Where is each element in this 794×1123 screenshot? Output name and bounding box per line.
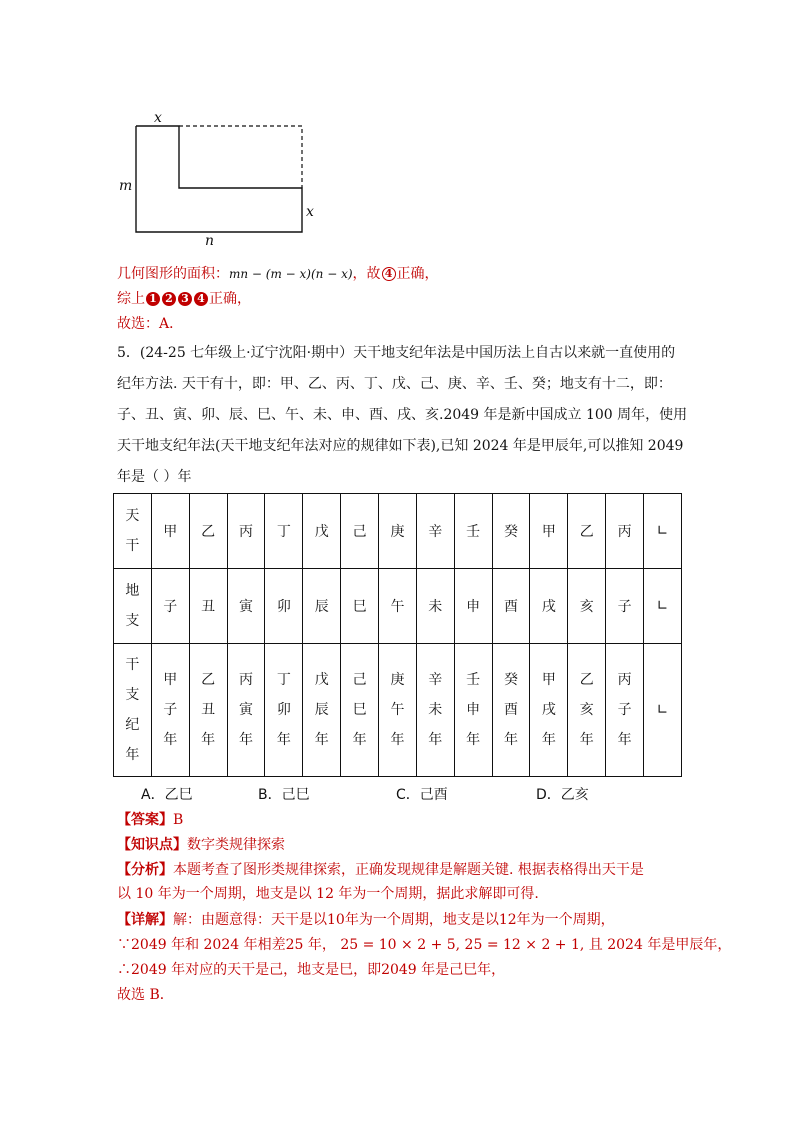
analysis-text-1: 本题考查了图形类规律探索，正确发现规律是解题关键. 根据表格得出天干是 [173, 862, 644, 878]
summary-line [117, 289, 251, 309]
choice-line: 故选：A． [117, 316, 184, 332]
answer-line [117, 810, 183, 830]
table-cell: 庚 [379, 494, 417, 569]
summary-suffix: 正确， [209, 291, 251, 307]
area-line-mid: ，故 [352, 266, 381, 282]
table-cell: 戌 [530, 569, 568, 644]
area-formula: mn − (m − x)(n − x) [229, 267, 353, 281]
answer-tag: 【答案】 [117, 812, 173, 828]
table-cell: 丙 [606, 494, 644, 569]
question-line-4: 天干地支纪年法(天干地支纪年法对应的规律如下表),已知 2024 年是甲辰年,可以推知 2049 [117, 438, 684, 454]
table-cell: ∟ [644, 569, 682, 644]
table-cell: 巳 [341, 569, 379, 644]
table-cell: 壬 [454, 494, 492, 569]
label-m: m [119, 178, 133, 194]
l-shape-outline [136, 126, 302, 232]
label-x-top: x [154, 110, 162, 126]
table-cell: 癸酉年 [492, 644, 530, 777]
option-a[interactable]: A．乙巳 [141, 787, 193, 803]
knowledge-line [117, 835, 285, 855]
table-cell: 癸 [492, 494, 530, 569]
table-cell: 乙亥年 [568, 644, 606, 777]
option-c[interactable]: C．己酉 [396, 787, 448, 803]
table-cell: 丑 [189, 569, 227, 644]
answer-value: B [173, 812, 184, 828]
option-d[interactable]: D．乙亥 [536, 787, 589, 803]
table-cell: 甲戌年 [530, 644, 568, 777]
question-line-5: 年是（ ）年 [117, 469, 192, 485]
table-cell: 甲 [530, 494, 568, 569]
knowledge-value: 数字类规律探索 [187, 837, 285, 853]
table-cell: 辰 [303, 569, 341, 644]
table-cell: 子 [606, 569, 644, 644]
label-x-right: x [306, 204, 314, 220]
l-shape-figure [110, 108, 330, 250]
analysis-line-1 [117, 860, 644, 880]
detail-line-2: ∵2049 年和 2024 年相差25 年， 25 = 10 × 2 + 5, 25 = 12 × 2 + 1, 且 2024 年是甲辰年， [117, 937, 732, 953]
circled-number-2: 2 [162, 292, 176, 306]
table-cell: ∟ [644, 644, 682, 777]
analysis-tag: 【分析】 [117, 862, 173, 878]
table-cell: 己巳年 [341, 644, 379, 777]
label-n: n [205, 233, 215, 249]
row-label-dizhi: 地支 [114, 569, 152, 644]
table-cell: 亥 [568, 569, 606, 644]
table-cell: 子 [151, 569, 189, 644]
question-line-1: 5．(24-25 七年级上·辽宁沈阳·期中）天干地支纪年法是中国历法上自古以来就一直使用的 [117, 345, 676, 361]
ganzhi-table [113, 493, 682, 777]
circled-number-4: 4 [382, 267, 396, 281]
detail-line-1 [117, 910, 615, 930]
table-cell: 乙 [189, 494, 227, 569]
table-cell: 丙子年 [606, 644, 644, 777]
table-cell: 乙丑年 [189, 644, 227, 777]
table-cell: 己 [341, 494, 379, 569]
detail-tag: 【详解】 [117, 912, 173, 928]
table-cell: 丙 [227, 494, 265, 569]
question-line-3: 子、丑、寅、卯、辰、巳、午、未、申、酉、戌、亥.2049 年是新中国成立 100 周年，使用 [117, 407, 688, 423]
table-cell: 壬申年 [454, 644, 492, 777]
table-cell: 午 [379, 569, 417, 644]
analysis-line-2: 以 10 年为一个周期，地支是以 12 年为一个周期，据此求解即可得. [117, 886, 539, 902]
table-cell: ∟ [644, 494, 682, 569]
dizhi-row [114, 569, 682, 644]
detail-text-1: 解：由题意得：天干是以10年为一个周期，地支是以12年为一个周期， [173, 912, 615, 928]
table-cell: 丙寅年 [227, 644, 265, 777]
table-cell: 戊 [303, 494, 341, 569]
table-cell: 寅 [227, 569, 265, 644]
table-cell: 辛 [416, 494, 454, 569]
table-cell: 甲子年 [151, 644, 189, 777]
table-cell: 辛未年 [416, 644, 454, 777]
area-line-suffix: 正确， [396, 266, 439, 282]
knowledge-tag: 【知识点】 [117, 837, 187, 853]
circled-number-3: 3 [178, 292, 192, 306]
option-b[interactable]: B．己巳 [258, 787, 310, 803]
area-line [117, 264, 439, 284]
table-cell: 申 [454, 569, 492, 644]
question-line-2: 纪年方法. 天干有十，即：甲、乙、丙、丁、戊、己、庚、辛、壬、癸；地支有十二，即： [117, 376, 672, 392]
table-cell: 丁 [265, 494, 303, 569]
row-label-tiangan: 天干 [114, 494, 152, 569]
table-cell: 未 [416, 569, 454, 644]
table-cell: 卯 [265, 569, 303, 644]
table-cell: 丁卯年 [265, 644, 303, 777]
tiangan-row [114, 494, 682, 569]
table-cell: 酉 [492, 569, 530, 644]
circled-number-1: 1 [146, 292, 160, 306]
ganzhi-year-row [114, 644, 682, 777]
detail-line-3: ∴2049 年对应的天干是己，地支是巳，即2049 年是己巳年， [117, 962, 506, 978]
table-cell: 戊辰年 [303, 644, 341, 777]
row-label-ganzhi: 干支纪年 [114, 644, 152, 777]
circled-number-4b: 4 [194, 292, 208, 306]
table-cell: 甲 [151, 494, 189, 569]
area-line-prefix: 几何图形的面积： [117, 266, 229, 282]
summary-prefix: 综上 [117, 291, 145, 307]
table-cell: 庚午年 [379, 644, 417, 777]
table-cell: 乙 [568, 494, 606, 569]
detail-line-4: 故选 B． [117, 987, 174, 1003]
dashed-rectangle-part [179, 126, 302, 188]
